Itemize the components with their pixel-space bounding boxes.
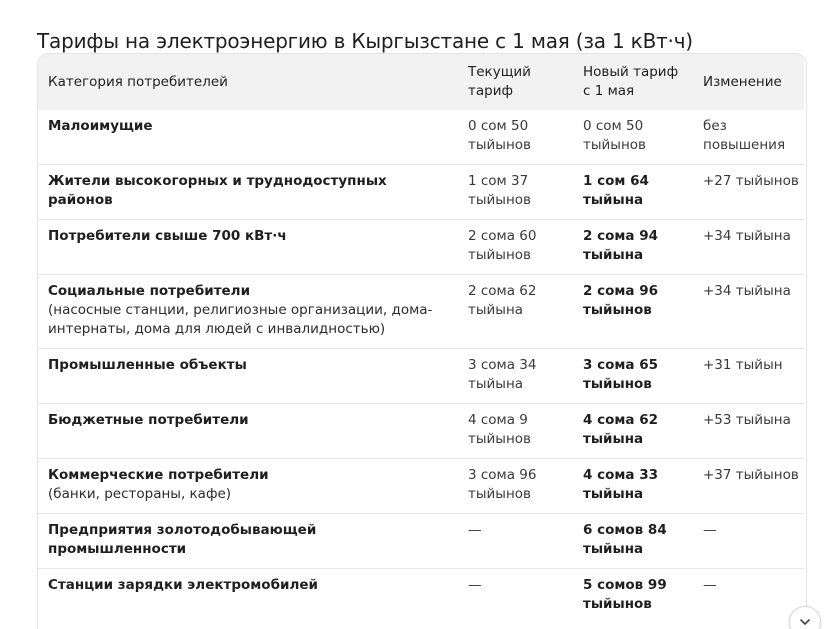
category-name: Бюджетные потребители (48, 412, 249, 428)
table-row (38, 165, 804, 220)
cell-new-tariff: 5 сомов 99 тыйынов (583, 577, 667, 612)
table-row (38, 349, 804, 404)
cell-category (38, 110, 458, 165)
cell-new-tariff: 2 сома 96 тыйынов (573, 275, 693, 349)
table-row (38, 110, 804, 165)
category-name: Предприятия золотодобывающей промышленности (48, 522, 317, 557)
cell-change: +34 тыйына (693, 275, 804, 349)
cell-category (38, 459, 458, 514)
cell-change: — (693, 514, 804, 569)
cell-current-tariff: — (468, 577, 482, 593)
cell-current-tariff: 1 сом 37 тыйынов (458, 165, 573, 220)
cell-new-tariff: 3 сома 65 тыйынов (573, 349, 693, 404)
cell-current-tariff: 0 сом 50 тыйынов (458, 110, 573, 165)
cell-change: +31 тыйын (693, 349, 804, 404)
scroll-down-button[interactable] (789, 606, 821, 629)
cell-change: +53 тыйына (693, 404, 804, 459)
table-row (38, 459, 804, 514)
cell-change: +27 тыйынов (693, 165, 804, 220)
page-title: Тарифы на электроэнергию в Кыргызстане с 1 мая (за 1 кВт·ч) (37, 29, 693, 54)
cell-change: +34 тыйына (693, 220, 804, 275)
cell-current-tariff: 3 сома 96 тыйынов (458, 459, 573, 514)
category-name: Станции зарядки электромобилей (48, 577, 318, 593)
table-header-row (38, 54, 804, 110)
cell-category (38, 569, 458, 624)
cell-current-tariff: 2 сома 62 тыйына (458, 275, 573, 349)
header-current-tariff: Текущий тариф (468, 64, 531, 99)
tariff-table (38, 54, 804, 623)
header-new-tariff: Новый тариф с 1 мая (583, 64, 679, 99)
category-note: (банки, рестораны, кафе) (48, 486, 232, 502)
header-category: Категория потребителей (48, 73, 228, 90)
category-name: Социальные потребители (48, 283, 251, 299)
cell-category (38, 514, 458, 569)
category-name: Коммерческие потребители (48, 467, 269, 483)
category-name: Потребители свыше 700 кВт·ч (48, 228, 287, 244)
chevron-down-icon (798, 615, 812, 629)
category-name: Промышленные объекты (48, 357, 247, 373)
cell-change: +37 тыйынов (693, 459, 804, 514)
cell-new-tariff: 2 сома 94 тыйына (573, 220, 693, 275)
cell-current-tariff: 2 сома 60 тыйынов (458, 220, 573, 275)
cell-new-tariff: 4 сома 62 тыйына (573, 404, 693, 459)
cell-new-tariff: 0 сом 50 тыйынов (573, 110, 693, 165)
cell-category (38, 165, 458, 220)
cell-new-tariff: 1 сом 64 тыйына (573, 165, 693, 220)
cell-category (38, 349, 458, 404)
cell-category (38, 220, 458, 275)
category-name: Жители высокогорных и труднодоступных районов (48, 173, 387, 208)
cell-current-tariff: 3 сома 34 тыйына (458, 349, 573, 404)
category-name: Малоимущие (48, 118, 153, 134)
category-note: (насосные станции, религиозные организации, дома-интернаты, дома для людей с инвалидностью) (48, 302, 433, 337)
table-row (38, 404, 804, 459)
table-body (38, 110, 804, 623)
table-row (38, 220, 804, 275)
cell-current-tariff: 4 сома 9 тыйынов (458, 404, 573, 459)
cell-change: без повышения (693, 110, 804, 165)
cell-change: — (703, 577, 717, 593)
cell-category (38, 404, 458, 459)
table-row (38, 514, 804, 569)
cell-new-tariff: 6 сомов 84 тыйына (573, 514, 693, 569)
cell-category (38, 275, 458, 349)
header-change: Изменение (703, 73, 782, 90)
table-row (38, 275, 804, 349)
tariff-table-card (37, 53, 807, 629)
cell-new-tariff: 4 сома 33 тыйына (573, 459, 693, 514)
cell-current-tariff: — (458, 514, 573, 569)
table-row (38, 569, 804, 624)
